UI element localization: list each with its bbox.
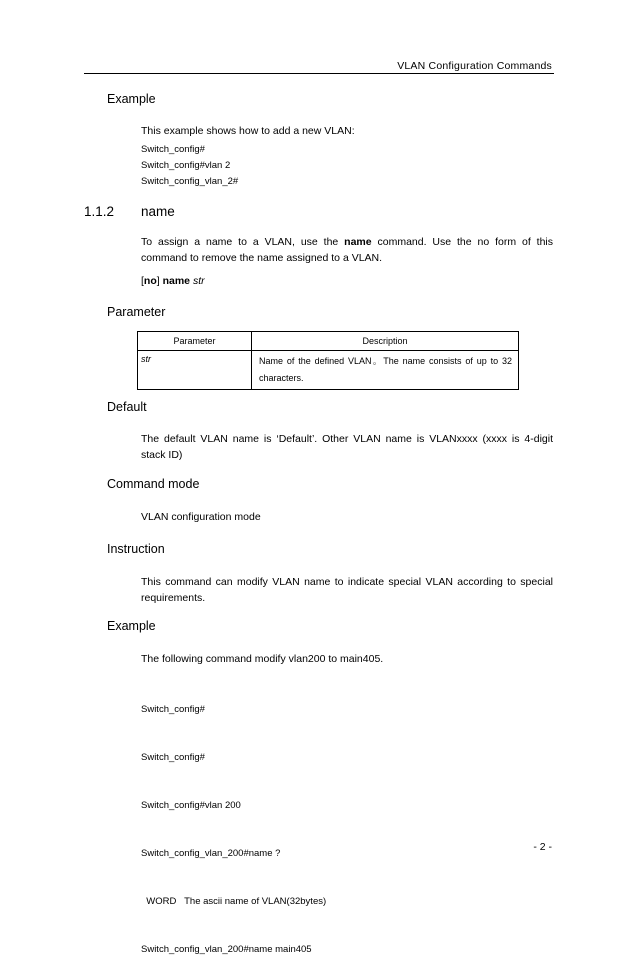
instruction-heading: Instruction: [107, 542, 165, 556]
page-number: - 2 -: [533, 841, 552, 853]
code-block: [141, 670, 326, 974]
syntax-arg: str: [192, 275, 205, 287]
desc-text: To assign a name to a VLAN, use the: [141, 236, 345, 248]
code-line: Switch_config#vlan 200: [141, 800, 241, 811]
parameter-table: [137, 331, 519, 390]
desc-command: name: [344, 236, 372, 248]
code-line: Switch_config#: [141, 704, 205, 715]
section-number: 1.1.2: [84, 204, 115, 219]
table-header-row: [138, 332, 519, 351]
section-title: name: [141, 204, 175, 219]
table-cell-desc: Name of the defined VLAN。The name consists of up to 32 characters.: [252, 351, 519, 390]
table-header: Parameter: [138, 332, 252, 351]
default-heading: Default: [107, 400, 147, 414]
code-line: Switch_config#vlan 2: [141, 160, 231, 171]
code-line: Switch_config#: [141, 144, 205, 155]
code-line: Switch_config_vlan_200#name main405: [141, 944, 312, 955]
parameter-heading: Parameter: [107, 305, 166, 319]
command-mode-heading: Command mode: [107, 477, 200, 491]
example-intro: The following command modify vlan200 to main405.: [141, 653, 384, 665]
example-intro: This example shows how to add a new VLAN:: [141, 125, 355, 137]
instruction-text: This command can modify VLAN name to indicate special VLAN according to special requirements.: [141, 576, 553, 604]
code-line: Switch_config#: [141, 752, 205, 763]
code-line: Switch_config_vlan_200#name ?: [141, 848, 281, 859]
syntax-bracket: [: [141, 275, 144, 287]
syntax-name: name: [162, 275, 191, 287]
code-line: WORD The ascii name of VLAN(32bytes): [141, 896, 327, 907]
example-heading: Example: [107, 92, 156, 106]
code-block: [141, 142, 238, 190]
table-cell-param: str: [138, 351, 252, 390]
header-rule: [84, 73, 554, 74]
section-description: [141, 234, 553, 266]
syntax-no: no: [143, 275, 157, 287]
command-mode-text: VLAN configuration mode: [141, 511, 261, 523]
desc-text: command. Use the no form of this command to remove the name assigned to a VLAN.: [141, 236, 553, 264]
syntax-bracket: ]: [156, 275, 160, 287]
example-heading: Example: [107, 619, 156, 633]
default-text: The default VLAN name is ‘Default’. Other VLAN name is VLANxxxx (xxxx is 4-digit stack ID): [141, 433, 553, 461]
running-header: VLAN Configuration Commands: [397, 60, 552, 72]
code-line: Switch_config_vlan_2#: [141, 176, 239, 187]
table-row: [138, 351, 519, 390]
table-header: Description: [252, 332, 519, 351]
command-syntax: [141, 273, 205, 289]
